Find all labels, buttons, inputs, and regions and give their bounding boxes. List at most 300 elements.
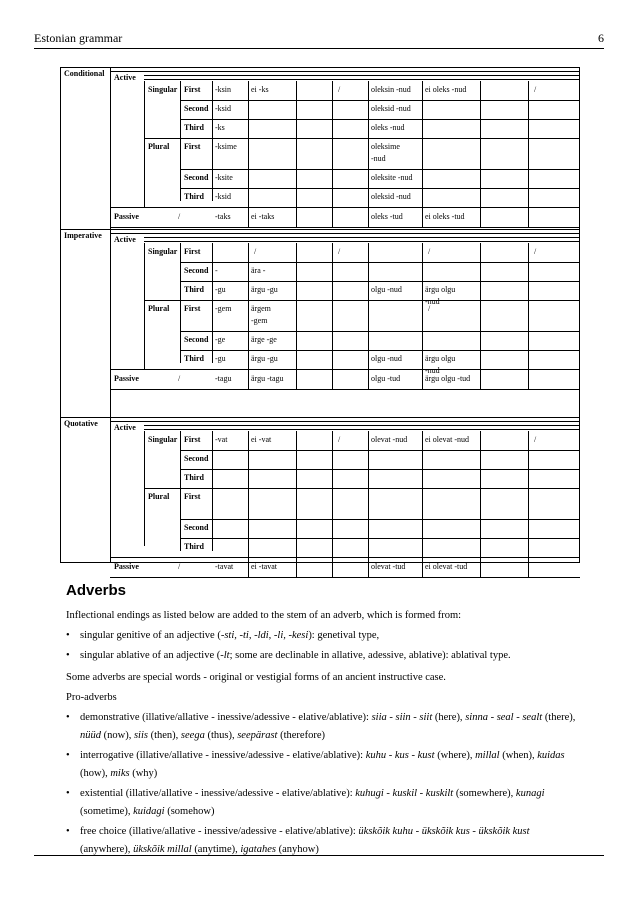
table-cell: -gem: [251, 316, 268, 325]
table-rule: [60, 229, 580, 230]
estonian-form: seega: [180, 730, 205, 741]
table-rule: [248, 557, 249, 577]
person-label: Second: [184, 266, 209, 275]
table-rule: [422, 331, 423, 350]
person-label: Second: [184, 523, 209, 532]
table-rule: [332, 281, 333, 300]
estonian-form: seepärast: [237, 730, 278, 741]
table-rule: [296, 188, 297, 207]
gloss-text: (where),: [434, 750, 476, 761]
table-rule: [368, 262, 369, 281]
table-rule: [368, 119, 369, 138]
table-rule: [248, 488, 249, 519]
table-rule: [296, 469, 297, 488]
table-cell: oleksime: [371, 142, 400, 151]
table-rule: [422, 431, 423, 450]
person-label: Second: [184, 454, 209, 463]
table-cell: ärgu olgu: [425, 354, 456, 363]
table-rule: [248, 450, 249, 469]
table-cell: -tavat: [215, 562, 234, 571]
table-rule: [480, 100, 481, 119]
mood-label: Imperative: [64, 231, 102, 240]
table-rule: [528, 538, 529, 557]
formation-list: [60, 627, 580, 665]
table-rule: [180, 331, 580, 332]
table-cell: olevat -nud: [371, 435, 408, 444]
table-rule: [144, 429, 580, 430]
table-rule: [422, 100, 423, 119]
table-rule: [110, 71, 580, 72]
table-rule: [296, 138, 297, 169]
pro-adverb-item-demonstrative: [60, 709, 580, 745]
table-rule: [248, 538, 249, 557]
gloss-text: (somehow): [164, 806, 215, 817]
table-cell: oleksite -nud: [371, 173, 413, 182]
table-cell: -gu: [215, 285, 226, 294]
number-label: Singular: [148, 435, 178, 444]
table-rule: [332, 519, 333, 538]
table-rule: [332, 81, 333, 100]
table-rule: [332, 331, 333, 350]
table-rule: [480, 350, 481, 369]
table-rule: [248, 281, 249, 300]
page-number: 6: [598, 31, 604, 45]
table-cell: ei olevat -tud: [425, 562, 468, 571]
table-rule: [248, 350, 249, 369]
table-rule: [296, 538, 297, 557]
number-label: Plural: [148, 492, 170, 501]
person-label: Second: [184, 335, 209, 344]
table-cell: -ksin: [215, 85, 231, 94]
gloss-text: (when),: [499, 750, 538, 761]
table-rule: [144, 79, 580, 80]
table-rule: [480, 450, 481, 469]
table-rule: [332, 300, 333, 331]
number-label: Plural: [148, 142, 170, 151]
table-rule: [332, 557, 333, 577]
person-label: Third: [184, 285, 205, 294]
table-rule: [422, 488, 423, 519]
table-cell: -nud: [371, 154, 386, 163]
person-label: Second: [184, 104, 209, 113]
bullet-icon: •: [66, 826, 70, 837]
slash-mark: /: [338, 435, 341, 444]
document-title: Estonian grammar: [34, 31, 123, 45]
table-cell: -gu: [215, 354, 226, 363]
table-rule: [110, 207, 580, 208]
table-cell: -nud: [425, 366, 440, 375]
table-rule: [296, 119, 297, 138]
pro-adverb-label: interrogative (illative/allative - inessive/adessive - elative/ablative):: [80, 750, 366, 761]
table-rule: [332, 169, 333, 188]
table-rule: [248, 207, 249, 227]
gloss-text: (somewhere),: [453, 788, 516, 799]
table-rule: [110, 227, 580, 228]
table-rule: [180, 281, 580, 282]
table-rule: [480, 469, 481, 488]
table-rule: [368, 488, 369, 519]
bullet-icon: •: [66, 788, 70, 799]
table-cell: -gem: [215, 304, 232, 313]
gloss-text: (then),: [147, 730, 181, 741]
table-rule: [480, 188, 481, 207]
table-rule: [212, 431, 213, 551]
table-rule: [368, 519, 369, 538]
table-rule: [144, 241, 580, 242]
estonian-form: kuidagi: [133, 806, 165, 817]
person-label: Second: [184, 173, 209, 182]
table-rule: [422, 119, 423, 138]
estonian-form: millal: [475, 750, 500, 761]
gloss-text: (anytime),: [191, 844, 241, 855]
table-cell: olevat -tud: [371, 562, 406, 571]
table-rule: [296, 369, 297, 389]
table-rule: [180, 450, 580, 451]
gloss-text: (why): [129, 768, 158, 779]
table-rule: [528, 350, 529, 369]
table-rule: [528, 331, 529, 350]
table-rule: [180, 169, 580, 170]
voice-label: Passive: [114, 212, 139, 221]
table-rule: [60, 67, 61, 563]
table-cell: oleks -nud: [371, 123, 405, 132]
table-cell: olgu -tud: [371, 374, 401, 383]
table-cell: ei oleks -tud: [425, 212, 465, 221]
formation-item-genetival: • singular genitive of an adjective (-sti, -ti, -ldi, -li, -kesi): genetival type,: [60, 627, 580, 645]
voice-label: Active: [114, 235, 136, 244]
table-rule: [528, 300, 529, 331]
slash-mark: /: [338, 85, 341, 94]
table-rule: [422, 262, 423, 281]
table-rule: [422, 81, 423, 100]
person-label: First: [184, 142, 201, 151]
table-cell: ärgu olgu: [425, 285, 456, 294]
table-rule: [296, 557, 297, 577]
table-rule: [422, 188, 423, 207]
pro-adverb-label: demonstrative (illative/allative - inessive/adessive - elative/ablative):: [80, 712, 372, 723]
table-rule: [332, 207, 333, 227]
table-cell: ei -taks: [251, 212, 275, 221]
table-cell: ärgem: [251, 304, 271, 313]
pro-adverb-item-existential: [60, 785, 580, 821]
voice-label: Active: [114, 73, 136, 82]
gloss-text: (how),: [80, 768, 111, 779]
table-cell: ei -ks: [251, 85, 269, 94]
bullet-icon: •: [66, 712, 70, 723]
table-rule: [180, 188, 580, 189]
table-rule: [248, 262, 249, 281]
table-rule: [422, 557, 423, 577]
table-rule: [180, 262, 580, 263]
table-cell: oleks -tud: [371, 212, 403, 221]
ending-forms: -sti, -ti, -ldi, -li, -kesi: [220, 630, 309, 641]
pro-adverb-label: free choice (illative/allative - inessive/adessive - elative/ablative):: [80, 826, 359, 837]
estonian-form: siia - siin - siit: [371, 712, 433, 723]
table-cell: -ksime: [215, 142, 237, 151]
table-rule: [332, 262, 333, 281]
slash-mark: /: [534, 247, 537, 256]
voice-label: Active: [114, 423, 136, 432]
table-rule: [180, 81, 181, 201]
table-rule: [180, 100, 580, 101]
table-rule: [332, 119, 333, 138]
estonian-form: miks: [110, 768, 130, 779]
formation-item-ablatival: • singular ablative of an adjective (-lt; some are declinable in allative, adessive, ablative): ablatival type.: [60, 647, 580, 665]
table-rule: [144, 300, 580, 301]
slash-mark: /: [178, 212, 181, 221]
table-rule: [110, 557, 580, 558]
person-label: Third: [184, 123, 205, 132]
table-rule: [296, 488, 297, 519]
table-rule: [422, 207, 423, 227]
table-rule: [180, 538, 580, 539]
table-rule: [110, 233, 580, 234]
table-rule: [528, 207, 529, 227]
table-rule: [480, 300, 481, 331]
person-label: First: [184, 435, 201, 444]
gloss-text: (therefore): [277, 730, 325, 741]
table-rule: [144, 237, 580, 238]
table-rule: [248, 188, 249, 207]
gloss-text: (there),: [542, 712, 576, 723]
table-cell: olgu -nud: [371, 285, 402, 294]
bullet-icon: •: [66, 650, 70, 661]
table-cell: oleksid -nud: [371, 104, 411, 113]
table-rule: [248, 100, 249, 119]
table-rule: [180, 243, 181, 363]
page-header: [34, 0, 604, 48]
table-rule: [528, 138, 529, 169]
table-rule: [368, 557, 369, 577]
pro-adverbs-list: [60, 709, 580, 859]
table-rule: [480, 243, 481, 262]
table-rule: [332, 538, 333, 557]
table-cell: -ksid: [215, 192, 231, 201]
table-rule: [422, 300, 423, 331]
table-rule: [422, 450, 423, 469]
table-rule: [248, 431, 249, 450]
table-cell: ärge -ge: [251, 335, 277, 344]
table-rule: [422, 138, 423, 169]
table-cell: -ks: [215, 123, 225, 132]
table-rule: [332, 369, 333, 389]
table-cell: ei oleks -nud: [425, 85, 467, 94]
table-rule: [180, 431, 181, 551]
table-rule: [248, 300, 249, 331]
ending-forms: -lt: [220, 650, 230, 661]
table-rule: [296, 100, 297, 119]
table-rule: [296, 450, 297, 469]
table-rule: [480, 519, 481, 538]
table-rule: [212, 81, 213, 201]
table-rule: [528, 262, 529, 281]
table-rule: [296, 81, 297, 100]
table-rule: [422, 538, 423, 557]
person-label: First: [184, 85, 201, 94]
table-rule: [528, 519, 529, 538]
table-rule: [528, 557, 529, 577]
table-rule: [248, 81, 249, 100]
person-label: Third: [184, 354, 205, 363]
table-cell: -: [215, 266, 218, 275]
table-rule: [480, 331, 481, 350]
table-cell: ärgu -gu: [251, 285, 278, 294]
table-rule: [368, 243, 369, 262]
table-cell: -tagu: [215, 374, 232, 383]
table-rule: [480, 207, 481, 227]
table-cell: ei -tavat: [251, 562, 277, 571]
slash-mark: /: [254, 247, 257, 256]
table-rule: [248, 331, 249, 350]
table-rule: [296, 243, 297, 262]
table-cell: ärgu -tagu: [251, 374, 284, 383]
table-rule: [422, 243, 423, 262]
table-rule: [332, 138, 333, 169]
table-rule: [528, 100, 529, 119]
estonian-form: ükskõik kuhu - ükskõik kus - ükskõik kust: [358, 826, 530, 837]
gloss-text: (anyhow): [275, 844, 319, 855]
mood-label: Quotative: [64, 419, 98, 428]
slash-mark: /: [178, 374, 181, 383]
table-rule: [528, 469, 529, 488]
table-rule: [180, 350, 580, 351]
pro-adverb-label: existential (illative/allative - inessive/adessive - elative/ablative):: [80, 788, 356, 799]
table-rule: [332, 469, 333, 488]
table-rule: [422, 469, 423, 488]
voice-label: Passive: [114, 374, 139, 383]
table-rule: [528, 169, 529, 188]
table-cell: ärgu olgu -tud: [425, 374, 471, 383]
estonian-form: nüüd: [80, 730, 101, 741]
table-rule: [110, 369, 580, 370]
table-rule: [332, 243, 333, 262]
table-rule: [528, 281, 529, 300]
table-cell: ei olevat -nud: [425, 435, 469, 444]
table-rule: [332, 100, 333, 119]
table-rule: [528, 369, 529, 389]
slash-mark: /: [534, 85, 537, 94]
mood-label: Conditional: [64, 69, 105, 78]
table-rule: [248, 243, 249, 262]
table-cell: oleksid -nud: [371, 192, 411, 201]
table-rule: [480, 262, 481, 281]
table-rule: [368, 100, 369, 119]
footer-rule: [34, 855, 604, 856]
slash-mark: /: [178, 562, 181, 571]
table-rule: [368, 538, 369, 557]
table-rule: [296, 262, 297, 281]
table-rule: [368, 138, 369, 169]
header-rule: [34, 48, 604, 49]
table-cell: -ksite: [215, 173, 233, 182]
slash-mark: /: [428, 304, 431, 313]
table-rule: [480, 557, 481, 577]
voice-label: Passive: [114, 562, 139, 571]
special-words-note: Some adverbs are special words - original or vestigial forms of an ancient instructive case.: [66, 672, 446, 683]
table-rule: [528, 243, 529, 262]
table-rule: [144, 488, 580, 489]
table-rule: [528, 81, 529, 100]
table-rule: [248, 519, 249, 538]
table-cell: -ge: [215, 335, 226, 344]
table-rule: [480, 369, 481, 389]
gloss-text: (sometime),: [80, 806, 134, 817]
table-rule: [422, 519, 423, 538]
table-rule: [144, 425, 580, 426]
adverbs-section: [60, 582, 580, 863]
table-rule: [332, 188, 333, 207]
table-rule: [528, 119, 529, 138]
table-rule: [248, 369, 249, 389]
table-rule: [144, 138, 580, 139]
table-cell: ärgu -gu: [251, 354, 278, 363]
table-rule: [480, 488, 481, 519]
estonian-form: kunagi: [515, 788, 545, 799]
table-rule: [368, 369, 369, 389]
estonian-form: siis: [133, 730, 148, 741]
table-rule: [248, 138, 249, 169]
table-rule: [368, 431, 369, 450]
table-rule: [110, 417, 111, 563]
table-rule: [368, 300, 369, 331]
table-rule: [422, 369, 423, 389]
table-rule: [248, 169, 249, 188]
estonian-form: sinna - seal - sealt: [465, 712, 543, 723]
table-rule: [332, 450, 333, 469]
table-rule: [180, 519, 580, 520]
person-label: First: [184, 304, 201, 313]
estonian-form: kuidas: [537, 750, 565, 761]
bullet-icon: •: [66, 630, 70, 641]
table-rule: [296, 300, 297, 331]
table-rule: [144, 75, 580, 76]
table-rule: [368, 331, 369, 350]
table-rule: [480, 538, 481, 557]
estonian-form: ükskõik millal: [133, 844, 192, 855]
number-label: Singular: [148, 247, 178, 256]
table-cell: -vat: [215, 435, 228, 444]
table-rule: [368, 281, 369, 300]
table-rule: [528, 450, 529, 469]
table-rule: [110, 389, 580, 390]
table-rule: [60, 417, 580, 418]
gloss-text: (now),: [101, 730, 134, 741]
table-rule: [296, 207, 297, 227]
table-rule: [480, 169, 481, 188]
gloss-text: (here),: [432, 712, 466, 723]
table-rule: [480, 431, 481, 450]
table-rule: [180, 119, 580, 120]
table-rule: [368, 350, 369, 369]
table-rule: [480, 281, 481, 300]
number-label: Singular: [148, 85, 178, 94]
table-rule: [332, 350, 333, 369]
table-rule: [248, 119, 249, 138]
table-rule: [296, 350, 297, 369]
table-cell: ei -vat: [251, 435, 272, 444]
table-rule: [180, 469, 580, 470]
slash-mark: /: [428, 247, 431, 256]
table-rule: [110, 577, 580, 578]
table-cell: oleksin -nud: [371, 85, 411, 94]
table-rule: [110, 421, 580, 422]
table-rule: [422, 350, 423, 369]
conjugation-table: [60, 67, 580, 571]
adverbs-intro: Inflectional endings as listed below are added to the stem of an adverb, which is formed from:: [66, 610, 462, 621]
table-rule: [368, 188, 369, 207]
table-rule: [368, 469, 369, 488]
person-label: Third: [184, 473, 205, 482]
